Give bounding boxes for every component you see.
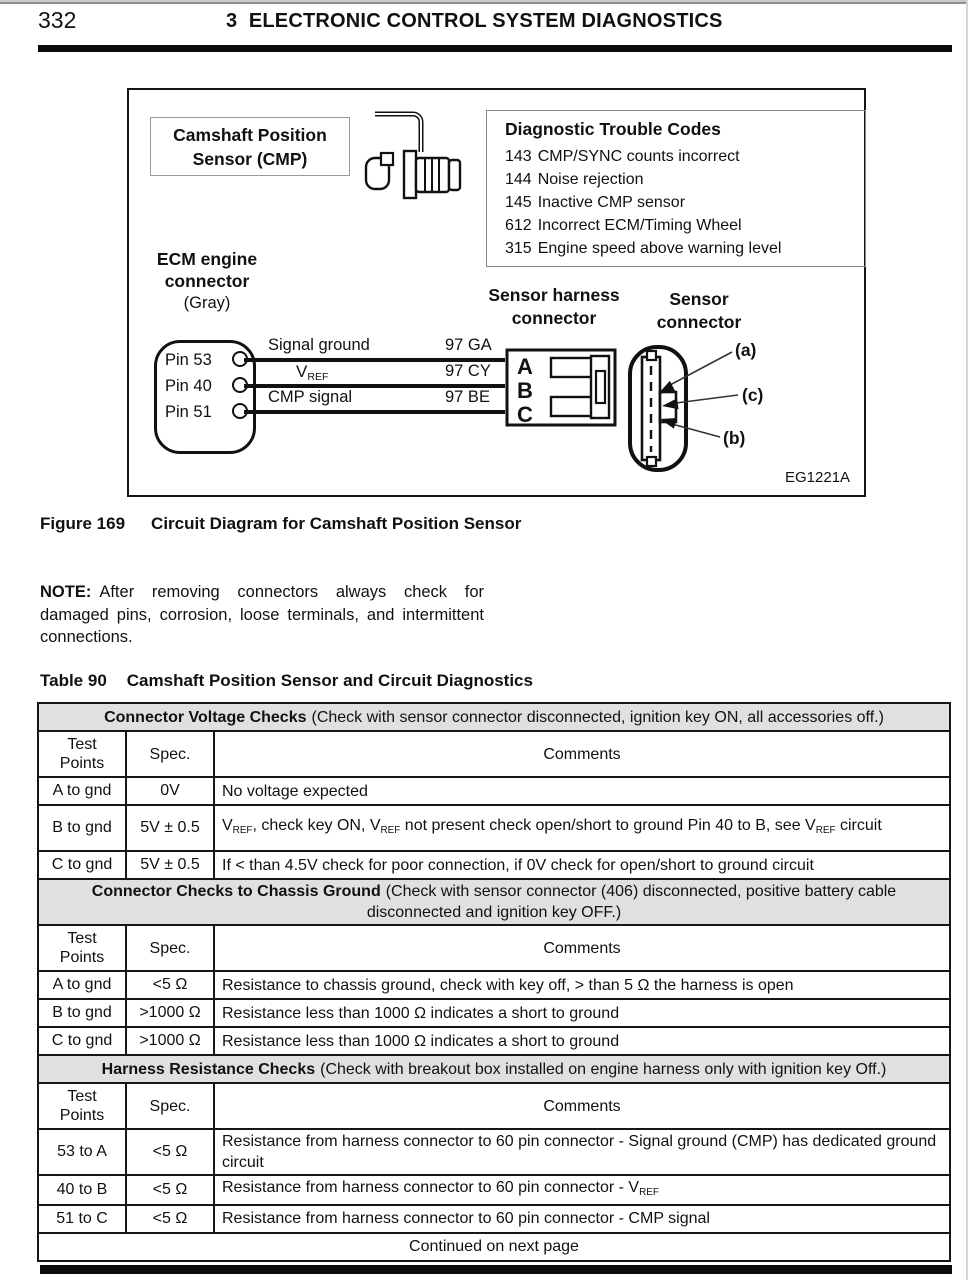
- col-test-points: Test Points: [38, 731, 126, 777]
- dtc-desc: Engine speed above warning level: [537, 240, 782, 257]
- dtc-code: 145: [505, 194, 532, 211]
- table-row: [38, 999, 950, 1027]
- page-header-title: 3 ELECTRONIC CONTROL SYSTEM DIAGNOSTICS: [226, 10, 723, 32]
- test-points-cell: 51 to C: [38, 1205, 126, 1233]
- pin-40-label: Pin 40: [165, 377, 212, 395]
- dtc-code: 315: [505, 240, 532, 257]
- table-row: [38, 1027, 950, 1055]
- note-paragraph: [40, 581, 484, 649]
- wire-label-vref: VREF: [296, 362, 329, 383]
- test-points-cell: 40 to B: [38, 1175, 126, 1205]
- test-points-cell: A to gnd: [38, 971, 126, 999]
- cmp-label-line1: Camshaft Position: [173, 125, 327, 145]
- table-row: [38, 1175, 950, 1205]
- dtc-desc: Inactive CMP sensor: [537, 194, 686, 211]
- pin-53-label: Pin 53: [165, 351, 212, 369]
- ecm-connector-label: ECM engine connector (Gray): [156, 249, 258, 312]
- spec-cell: 5V ± 0.5: [126, 805, 214, 851]
- figure-caption-label: Figure 169: [40, 514, 126, 533]
- col-spec: Spec.: [126, 925, 214, 971]
- continued-text: Continued on next page: [38, 1233, 950, 1261]
- sensor-connector-diagram: [624, 340, 829, 485]
- page-number: 332: [38, 7, 77, 33]
- page-top-edge: [0, 0, 968, 5]
- dtc-desc: CMP/SYNC counts incorrect: [537, 148, 740, 165]
- test-points-cell: B to gnd: [38, 999, 126, 1027]
- comment-cell: Resistance from harness connector to 60 pin connector - CMP signal: [214, 1205, 950, 1233]
- callout-b: (b): [723, 428, 746, 448]
- wire-cmp-signal: [244, 410, 505, 414]
- col-test-points: Test Points: [38, 925, 126, 971]
- col-comments: Comments: [214, 925, 950, 971]
- comment-cell: If < than 4.5V check for poor connection, if 0V check for open/short to ground circuit: [214, 851, 950, 879]
- dtc-desc: Noise rejection: [537, 171, 644, 188]
- spec-cell: 0V: [126, 777, 214, 805]
- col-spec: Spec.: [126, 1083, 214, 1129]
- table-title-text: Camshaft Position Sensor and Circuit Diagnostics: [126, 671, 533, 690]
- wire-code-97cy: 97 CY: [445, 362, 491, 380]
- comment-cell: No voltage expected: [214, 777, 950, 805]
- dtc-code: 612: [505, 217, 532, 234]
- section-header-voltage-checks: Connector Voltage Checks (Check with sensor connector disconnected, ignition key ON, all accessories off.): [38, 703, 950, 731]
- dtc-code-row: [505, 191, 865, 214]
- dtc-code-row: [505, 214, 865, 237]
- comment-cell: Resistance from harness connector to 60 pin connector - Signal ground (CMP) has dedicated ground circuit: [214, 1129, 950, 1175]
- sensor-connector-label: Sensor connector: [656, 289, 742, 332]
- column-header-row: [38, 925, 950, 971]
- dtc-code-row: [505, 237, 865, 260]
- footer-rule: [40, 1265, 952, 1274]
- note-label: NOTE:: [40, 583, 92, 601]
- col-comments: Comments: [214, 1083, 950, 1129]
- callout-a: (a): [735, 340, 757, 360]
- callout-c: (c): [742, 385, 764, 405]
- table-row: [38, 1205, 950, 1233]
- cmp-label-line2: Sensor (CMP): [192, 149, 308, 169]
- test-points-cell: B to gnd: [38, 805, 126, 851]
- comment-cell: Resistance to chassis ground, check with key off, > than 5 Ω the harness is open: [214, 971, 950, 999]
- test-points-cell: C to gnd: [38, 851, 126, 879]
- column-header-row: [38, 731, 950, 777]
- table-row: [38, 805, 950, 851]
- table-title-label: Table 90: [40, 671, 107, 690]
- col-comments: Comments: [214, 731, 950, 777]
- col-test-points: Test Points: [38, 1083, 126, 1129]
- cmp-sensor-illustration: [359, 104, 465, 206]
- dtc-title: Diagnostic Trouble Codes: [505, 119, 721, 139]
- wire-label-cmp-signal: CMP signal: [268, 388, 353, 406]
- wire-code-97ga: 97 GA: [445, 336, 492, 354]
- test-points-cell: C to gnd: [38, 1027, 126, 1055]
- harness-connector-label: Sensor harness connector: [488, 285, 620, 328]
- dtc-box: [486, 110, 866, 267]
- column-header-row: [38, 1083, 950, 1129]
- comment-cell: Resistance less than 1000 Ω indicates a short to ground: [214, 1027, 950, 1055]
- spec-cell: 5V ± 0.5: [126, 851, 214, 879]
- cmp-sensor-label-box: [150, 117, 350, 176]
- continued-row: [38, 1233, 950, 1261]
- spec-cell: >1000 Ω: [126, 999, 214, 1027]
- dtc-code: 144: [505, 171, 532, 188]
- spec-cell: <5 Ω: [126, 971, 214, 999]
- wire-label-signal-ground: Signal ground: [268, 336, 370, 354]
- table-row: [38, 777, 950, 805]
- dtc-code: 143: [505, 148, 532, 165]
- wire-code-97be: 97 BE: [445, 388, 490, 406]
- svg-text:A: A: [517, 354, 533, 379]
- svg-text:C: C: [517, 402, 533, 427]
- figure-code: EG1221A: [785, 469, 851, 486]
- table-row: [38, 1129, 950, 1175]
- spec-cell: >1000 Ω: [126, 1027, 214, 1055]
- table-row: [38, 971, 950, 999]
- col-spec: Spec.: [126, 731, 214, 777]
- header-rule: [38, 45, 952, 52]
- table-title: [40, 671, 533, 691]
- spec-cell: <5 Ω: [126, 1129, 214, 1175]
- test-points-cell: 53 to A: [38, 1129, 126, 1175]
- dtc-desc: Incorrect ECM/Timing Wheel: [537, 217, 742, 234]
- note-text: After removing connectors always check for damaged pins, corrosion, loose terminals, and intermittent connections.: [40, 583, 484, 646]
- test-points-cell: A to gnd: [38, 777, 126, 805]
- svg-text:B: B: [517, 378, 533, 403]
- figure-caption: [40, 514, 521, 534]
- section-header-chassis-ground: Connector Checks to Chassis Ground (Check with sensor connector (406) disconnected, positive battery cable disconnected and ignition key OFF.): [38, 879, 950, 925]
- pin-51-label: Pin 51: [165, 403, 212, 421]
- dtc-code-row: [505, 168, 865, 191]
- figure-caption-text: Circuit Diagram for Camshaft Position Sensor: [151, 514, 522, 533]
- comment-cell: VREF, check key ON, VREF not present check open/short to ground Pin 40 to B, see VREF circuit: [214, 805, 950, 851]
- circuit-diagram-figure: [127, 88, 866, 497]
- spec-cell: <5 Ω: [126, 1175, 214, 1205]
- section-header-harness-resistance: Harness Resistance Checks (Check with breakout box installed on engine harness only with ignition key Off.): [38, 1055, 950, 1083]
- comment-cell: Resistance from harness connector to 60 pin connector - VREF: [214, 1175, 950, 1205]
- spec-cell: <5 Ω: [126, 1205, 214, 1233]
- harness-connector-diagram: [505, 348, 618, 428]
- table-row: [38, 851, 950, 879]
- comment-cell: Resistance less than 1000 Ω indicates a short to ground: [214, 999, 950, 1027]
- dtc-code-row: [505, 145, 865, 168]
- diagnostics-table: [37, 702, 951, 1262]
